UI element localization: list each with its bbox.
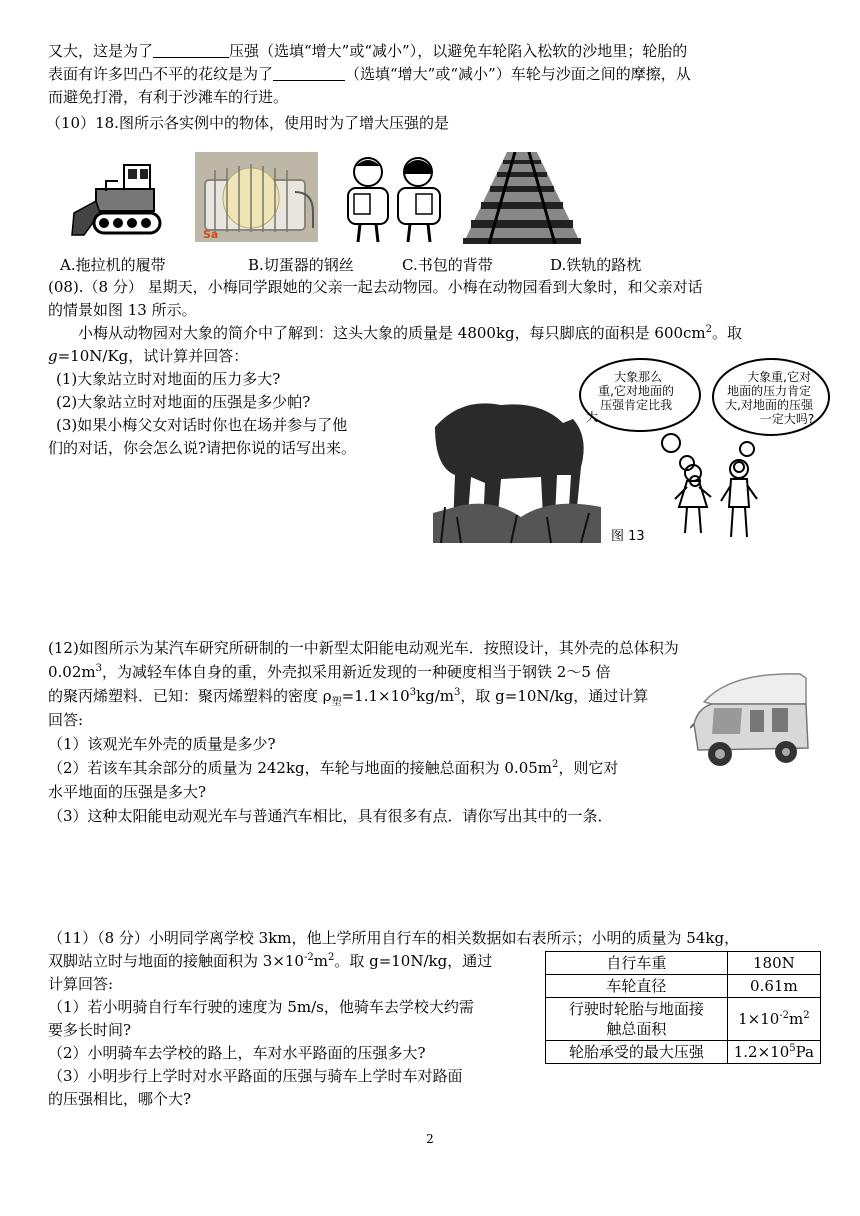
text: （2）若该车其余部分的质量为 242kg，车轮与地面的接触总面积为 0.05m xyxy=(48,759,553,777)
text: 1.2×10 xyxy=(733,1043,790,1061)
bubble-left-line-1: 大象那么 xyxy=(614,370,663,384)
text: ，则它对 xyxy=(558,759,619,777)
superscript: 3 xyxy=(454,687,461,698)
table-cell xyxy=(727,998,820,1041)
text: ，为减轻车体自身的重，外壳拟采用新近发现的一种硬度相当于钢铁 2～5 倍 xyxy=(102,663,611,681)
superscript: 2 xyxy=(705,324,713,335)
table-cell: 0.61m xyxy=(727,975,820,998)
text: =10N/Kg，试计算并回答： xyxy=(57,347,249,365)
text: 行驶时轮胎与地面接 xyxy=(568,1000,704,1018)
text: 双脚站立时与地面的接触面积为 3×10 xyxy=(48,952,304,970)
superscript: 2 xyxy=(803,1010,810,1021)
table-row xyxy=(546,1041,821,1064)
question-08-subquestions xyxy=(48,368,426,460)
bubble-left-line-2: 重,它对地面的 xyxy=(598,384,674,398)
figure-label: 图 13 xyxy=(611,529,645,544)
text: 的情景如图 13 所示。 xyxy=(48,301,197,319)
subquestion-1: （1）该观光车外壳的质量是多少? xyxy=(48,735,276,753)
option-a[interactable]: A.拖拉机的履带 xyxy=(60,256,166,274)
subquestion-3-cont: 的压强相比，哪个大? xyxy=(48,1090,192,1108)
superscript: -2 xyxy=(779,1010,790,1021)
text: ，取 g=10N/kg，通过计算 xyxy=(460,687,649,705)
bicycle-data-table xyxy=(545,951,821,1064)
text: (08).（8 分） 星期天，小梅同学跟她的父亲一起去动物园。小梅在动物园看到大象时，和父亲对话 xyxy=(48,278,703,296)
text: 0.02m xyxy=(48,663,96,681)
table-cell xyxy=(546,998,728,1041)
text: 触总面积 xyxy=(606,1020,667,1038)
text: 回答: xyxy=(48,711,84,729)
text: Pa xyxy=(795,1043,814,1061)
option-d[interactable]: D.铁轨的路枕 xyxy=(550,256,642,274)
text: 压强（选填“增大”或“减小”），以避免车轮陷入松软的沙地里；轮胎的 xyxy=(229,42,688,60)
subquestion-3: （3）这种太阳能电动观光车与普通汽车相比，具有很多有点．请你写出其中的一条． xyxy=(48,807,613,825)
table-cell: 车轮直径 xyxy=(546,975,728,998)
text: m xyxy=(789,1010,804,1028)
text: 的聚丙烯塑料．已知：聚丙烯塑料的密度 ρ xyxy=(48,687,332,705)
egg-slicer-image xyxy=(195,152,318,242)
bubble-right-line-3: 大,对地面的压强 xyxy=(725,398,813,412)
question-sand-vehicle-continuation xyxy=(48,40,824,109)
tractor-image xyxy=(66,151,166,243)
subquestion-2: (2)大象站立时对地面的压强是多少帕? xyxy=(56,393,311,411)
text: 。取 xyxy=(712,324,743,342)
text: （11）（8 分）小明同学离学校 3km，他上学所用自行车的相关数据如右表所示；小明的质量为 54kg， xyxy=(48,929,740,947)
text: 。取 g=10N/kg，通过 xyxy=(334,952,493,970)
text: 表面有许多凹凸不平的花纹是为了 xyxy=(48,65,274,83)
text: (12)如图所示为某汽车研究所研制的一中新型太阳能电动观光车．按照设计，其外壳的总体积为 xyxy=(48,639,679,657)
superscript: 3 xyxy=(95,663,102,674)
text: 水平地面的压强是多大? xyxy=(48,783,207,801)
text: 而避免打滑，有利于沙滩车的行进。 xyxy=(48,88,289,106)
answer-blank-1[interactable] xyxy=(153,41,229,58)
page-number: 2 xyxy=(426,1132,434,1146)
solar-car-image xyxy=(690,664,810,776)
question-10-stem: （10）18.图所示各实例中的物体，使用时为了增大压强的是 xyxy=(46,114,449,132)
superscript: 2 xyxy=(327,952,335,963)
superscript: 3 xyxy=(409,687,417,698)
option-b[interactable]: B.切蛋器的钢丝 xyxy=(248,256,354,274)
text: 小梅从动物园对大象的简介中了解到：这头大象的质量是 4800kg，每只脚底的面积是 600cm xyxy=(78,324,706,342)
watermark-text: Sa xyxy=(203,228,219,241)
subquestion-1: (1)大象站立时对地面的压力多大? xyxy=(56,370,281,388)
subquestion-3: (3)如果小梅父女对话时你也在场并参与了他 xyxy=(56,416,348,434)
text: kg/m xyxy=(416,687,455,705)
subquestion-1: （1）若小明骑自行车行驶的速度为 5m/s，他骑车去学校大约需 xyxy=(48,998,474,1016)
subquestion-1-cont: 要多长时间? xyxy=(48,1021,132,1039)
subscript: 塑 xyxy=(331,697,342,708)
superscript: 5 xyxy=(789,1043,796,1054)
variable: g xyxy=(48,347,58,365)
text: 又大，这是为了 xyxy=(48,42,154,60)
table-cell: 轮胎承受的最大压强 xyxy=(546,1041,728,1064)
question-11-body xyxy=(48,950,538,1111)
railway-ties-image xyxy=(463,152,581,244)
answer-blank-2[interactable] xyxy=(273,64,345,81)
subquestion-3: （3）小明步行上学时对水平路面的压强与骑车上学时车对路面 xyxy=(48,1067,463,1085)
option-c[interactable]: C.书包的背带 xyxy=(402,256,493,274)
table-row xyxy=(546,975,821,998)
table-cell: 自行车重 xyxy=(546,952,728,975)
superscript: 2 xyxy=(552,759,559,770)
bubble-right-line-4: 一定大吗? xyxy=(759,412,815,426)
table-cell xyxy=(727,1041,820,1064)
schoolbag-straps-image xyxy=(340,152,448,244)
superscript: -2 xyxy=(303,952,314,963)
text: 计算回答: xyxy=(48,975,114,993)
text: m xyxy=(313,952,328,970)
bubble-left-line-4: 大 xyxy=(585,410,599,424)
question-10-options xyxy=(0,254,860,277)
bubble-right-line-1: 大象重,它对 xyxy=(747,370,811,384)
text: 1×10 xyxy=(738,1010,780,1028)
bubble-right-line-2: 地面的压力肯定 xyxy=(727,384,812,398)
text: （选填“增大”或“减小”）车轮与沙面之间的摩擦，从 xyxy=(345,65,691,83)
bubble-left-line-3: 压强肯定比我 xyxy=(600,398,673,412)
subquestion-2: （2）小明骑车去学校的路上，车对水平路面的压强多大? xyxy=(48,1044,426,1062)
text: =1.1×10 xyxy=(341,687,410,705)
question-11 xyxy=(48,927,824,950)
table-row xyxy=(546,952,821,975)
table-row xyxy=(546,998,821,1041)
table-cell: 180N xyxy=(727,952,820,975)
figure-13 xyxy=(431,357,833,547)
question-08 xyxy=(48,276,824,368)
subquestion-3-cont: 们的对话，你会怎么说?请把你说的话写出来。 xyxy=(48,439,357,457)
